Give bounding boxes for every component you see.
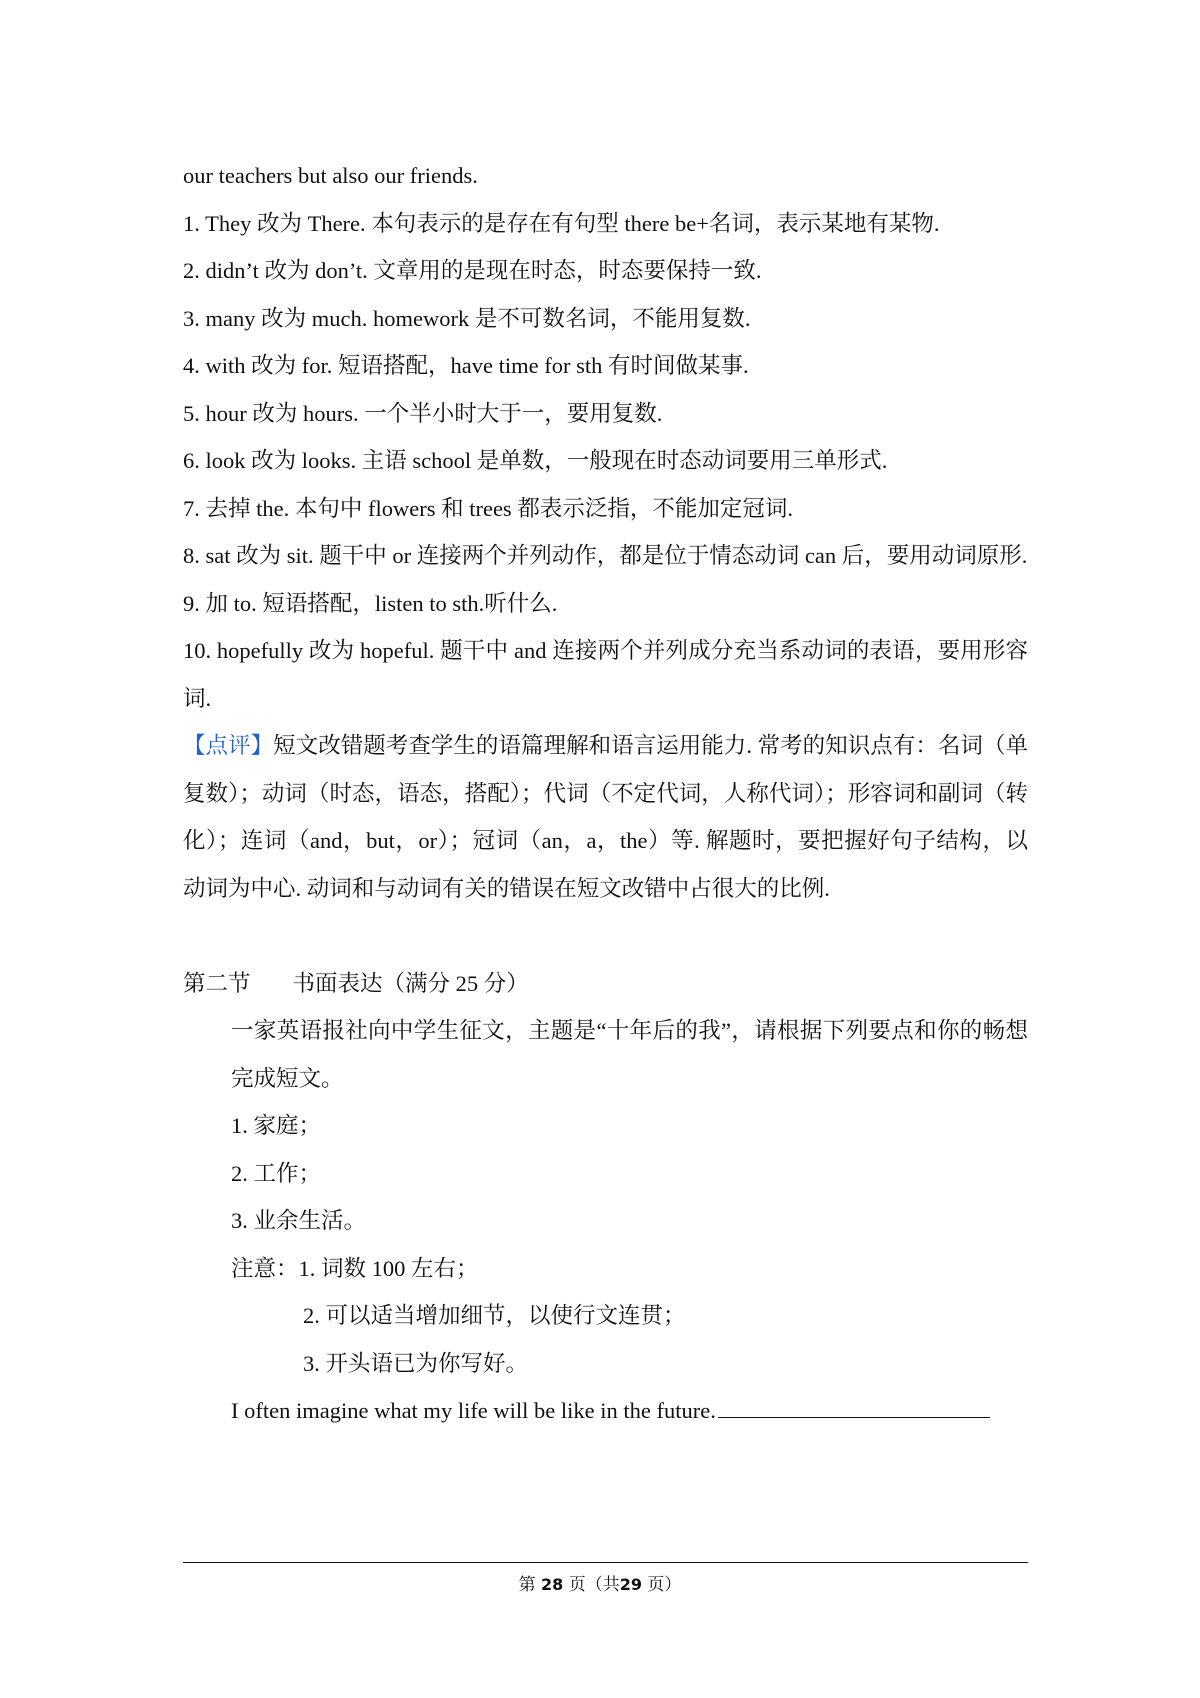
point-item: 3. 业余生活。 — [231, 1208, 367, 1233]
page-number: 28 — [541, 1575, 564, 1594]
section-title: 书面表达（满分 25 分） — [292, 970, 529, 996]
correction-7: 7. 去掉 the. 本句中 flowers 和 trees 都表示泛指，不能加定冠词. — [183, 495, 793, 521]
opening-line — [183, 1387, 1028, 1435]
text-line: our teachers but also our friends. — [183, 163, 478, 188]
section-heading — [183, 960, 1028, 1008]
section-label: 第二节 — [183, 970, 251, 996]
spacer — [183, 912, 1028, 960]
note-item: 3. 开头语已为你写好。 — [303, 1350, 529, 1376]
note-label: 注意： — [231, 1255, 299, 1281]
correction-8: 8. sat 改为 sit. 题干中 or 连接两个并列动作，都是位于情态动词 can 后，要用动词原形. — [183, 543, 1028, 568]
answer-line[interactable] — [183, 1562, 1028, 1563]
correction-3: 3. many 改为 much. homework 是不可数名词，不能用复数. — [183, 305, 751, 331]
writing-prompt: 一家英语报社向中学生征文，主题是“十年后的我”，请根据下列要点和你的畅想完成短文。 — [231, 1018, 1028, 1091]
note-item: 1. 词数 100 左右； — [298, 1255, 479, 1281]
correction-9: 9. 加 to. 短语搭配，listen to sth.听什么. — [183, 590, 558, 616]
correction-2: 2. didn’t 改为 don’t. 文章用的是现在时态，时态要保持一致. — [183, 258, 762, 283]
review-paragraph — [183, 722, 1028, 912]
correction-5: 5. hour 改为 hours. 一个半小时大于一，要用复数. — [183, 400, 663, 426]
correction-6: 6. look 改为 looks. 主语 school 是单数，一般现在时态动词要用三单形式. — [183, 448, 888, 473]
review-tag: 【点评】 — [183, 733, 274, 758]
correction-4: 4. with 改为 for. 短语搭配，have time for sth 有时间做某事. — [183, 353, 749, 378]
note-item: 2. 可以适当增加细节，以使行文连贯； — [303, 1303, 686, 1328]
correction-10: 10. hopefully 改为 hopeful. 题干中 and 连接两个并列成分充当系动词的表语，要用形容词. — [183, 638, 1028, 711]
total-pages: 29 — [619, 1575, 642, 1594]
opening-sentence: I often imagine what my life will be like in the future. — [231, 1398, 716, 1423]
answer-blank[interactable] — [718, 1393, 990, 1418]
correction-1: 1. They 改为 There. 本句表示的是存在有句型 there be+名词，表示某地有某物. — [183, 210, 940, 236]
page-footer: 第 28 页（共29 页） — [518, 1575, 682, 1595]
point-item: 2. 工作； — [231, 1160, 322, 1186]
page-content — [183, 152, 1028, 1435]
note-line — [183, 1245, 1028, 1293]
point-item: 1. 家庭； — [231, 1113, 322, 1138]
review-text: 短文改错题考查学生的语篇理解和语言运用能力. 常考的知识点有：名词（单复数）；动词（时态，语态，搭配）；代词（不定代词，人称代词）；形容词和副词（转化）；连词（and，but，or）；冠词（an，a，the）等. 解题时，要把握好句子结构，以动词为中心. 动词和与动词有关的错误在短文改错中占很大的比例. — [183, 733, 1028, 901]
